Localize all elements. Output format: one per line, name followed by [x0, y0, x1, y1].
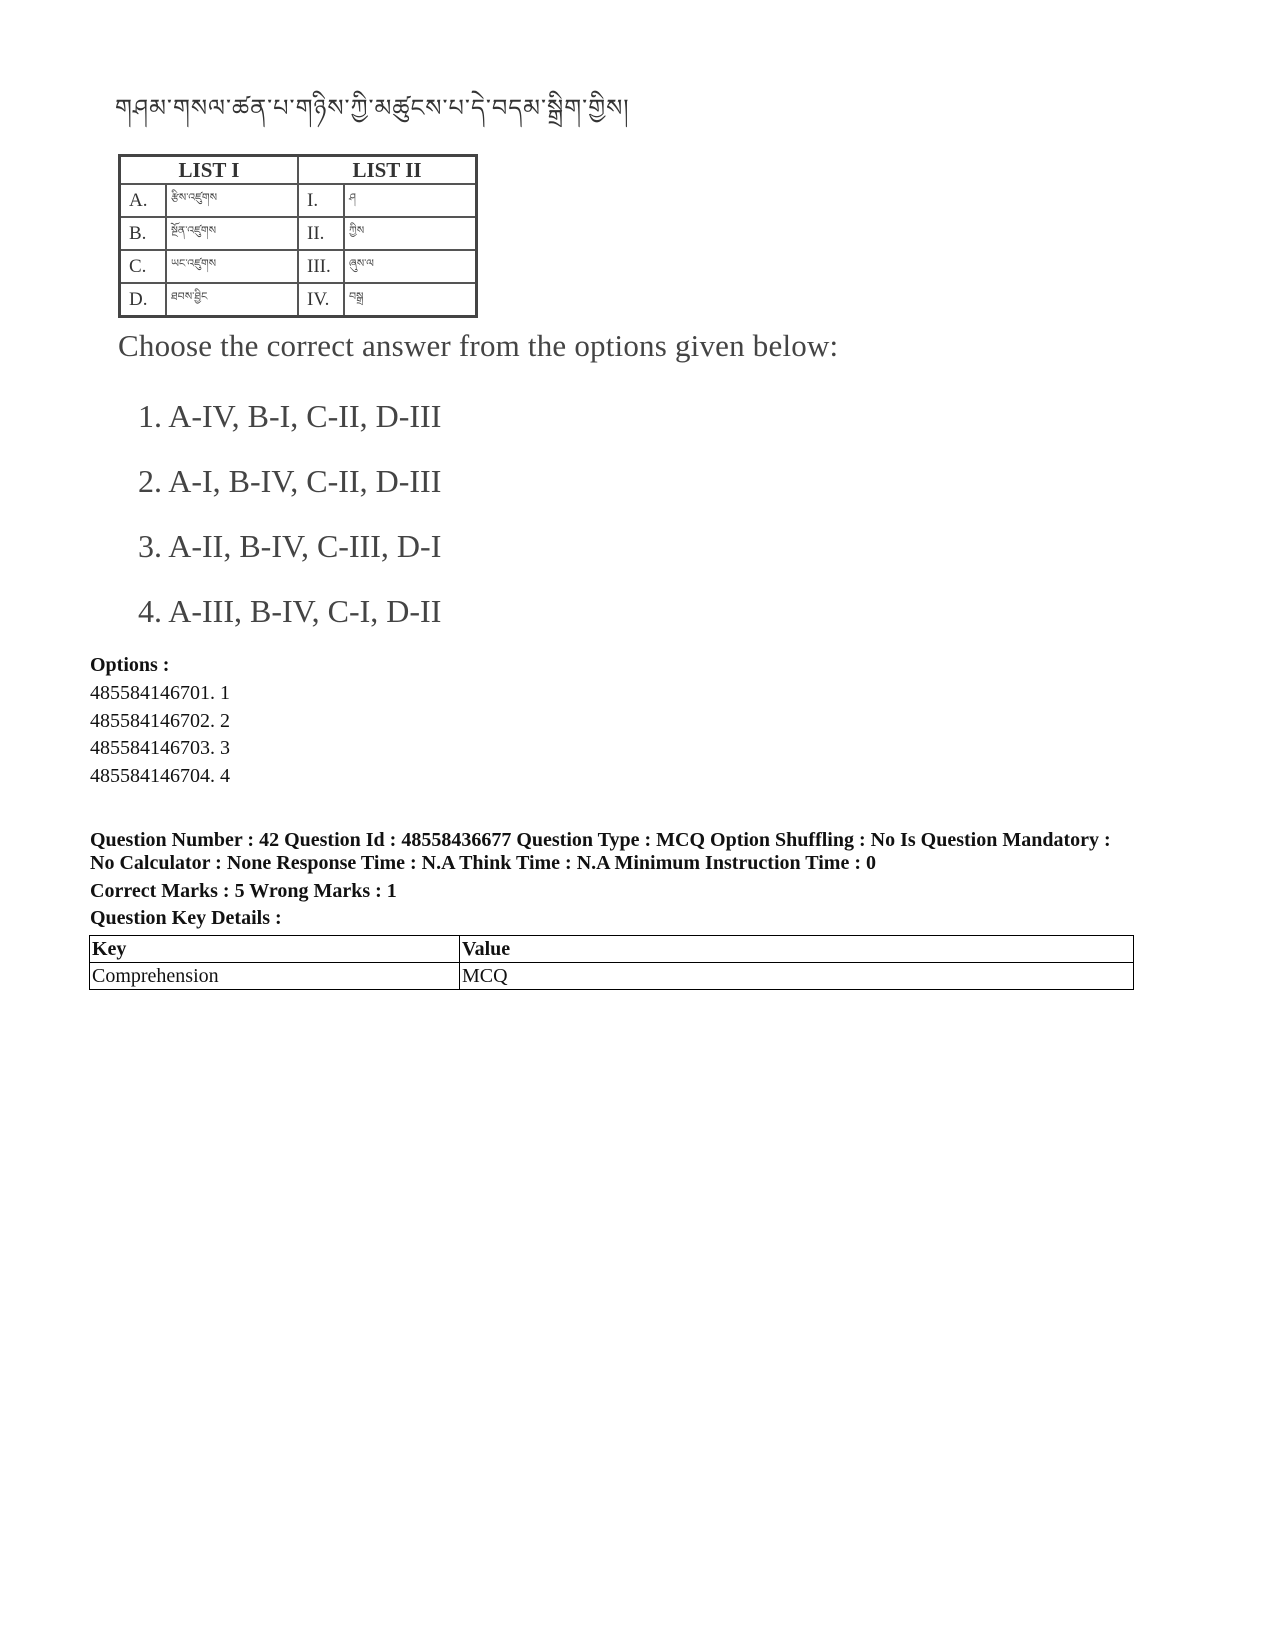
row-letter: C.: [120, 250, 167, 283]
row-letter: B.: [120, 217, 167, 250]
list-two-header: LIST II: [298, 156, 477, 185]
question-meta: [90, 829, 1170, 875]
list-two-item: ཤ: [344, 184, 477, 217]
option-item: 485584146703. 3: [90, 737, 230, 759]
row-numeral: I.: [298, 184, 344, 217]
key-details-title: Question Key Details :: [90, 907, 282, 929]
answer-choice: 2. A-I, B-IV, C-II, D-III: [138, 463, 442, 499]
list-one-item: རྩིས་འཛུགས: [166, 184, 298, 217]
key-header: Key: [90, 936, 460, 963]
row-numeral: IV.: [298, 283, 344, 317]
table-row: [120, 250, 477, 283]
table-row: [120, 283, 477, 317]
instruction-text: Choose the correct answer from the options given below:: [118, 328, 839, 363]
list-one-item: ཡང་འཛུགས: [166, 250, 298, 283]
row-numeral: III.: [298, 250, 344, 283]
answer-choice: 4. A-III, B-IV, C-I, D-II: [138, 593, 442, 629]
question-meta-line: Question Number : 42 Question Id : 48558436677 Question Type : MCQ Option Shuffling : No Is Question Mandatory :: [90, 829, 1111, 851]
options-list: [90, 682, 230, 792]
option-item: 485584146701. 1: [90, 682, 230, 704]
option-item: 485584146704. 4: [90, 764, 230, 787]
table-row: [120, 184, 477, 217]
value-cell: MCQ: [460, 963, 1134, 990]
answer-choice: 1. A-IV, B-I, C-II, D-III: [138, 398, 442, 434]
row-letter: A.: [120, 184, 167, 217]
table-row: [90, 963, 1134, 990]
list-one-item: སྔོན་འཛུགས: [166, 217, 298, 250]
answer-choices: [138, 398, 441, 658]
row-letter: D.: [120, 283, 167, 317]
list-one-header: LIST I: [120, 156, 299, 185]
match-list-table: [118, 154, 478, 318]
row-numeral: II.: [298, 217, 344, 250]
options-title: Options :: [90, 654, 170, 676]
answer-choice: 3. A-II, B-IV, C-III, D-I: [138, 528, 442, 564]
question-image: [110, 80, 910, 670]
option-item: 485584146702. 2: [90, 709, 230, 732]
question-heading-tibetan: གཤམ་གསལ་ཚན་པ་གཉིས་ཀྱི་མཚུངས་པ་དེ་བདམ་སྒྲིག་གྱིས།: [115, 94, 630, 122]
list-two-item: བསྒྲ: [344, 283, 477, 317]
marks-line: Correct Marks : 5 Wrong Marks : 1: [90, 880, 397, 902]
key-details-table: [89, 935, 1134, 990]
list-one-item: ཐབས་ཐྱིང: [166, 283, 298, 317]
table-row: [120, 217, 477, 250]
question-meta-line: No Calculator : None Response Time : N.A Think Time : N.A Minimum Instruction Time : 0: [90, 852, 876, 874]
list-two-item: ཞུས་ལ: [344, 250, 477, 283]
value-header: Value: [460, 936, 1134, 963]
list-two-item: ཀྱིས: [344, 217, 477, 250]
key-cell: Comprehension: [90, 963, 460, 990]
